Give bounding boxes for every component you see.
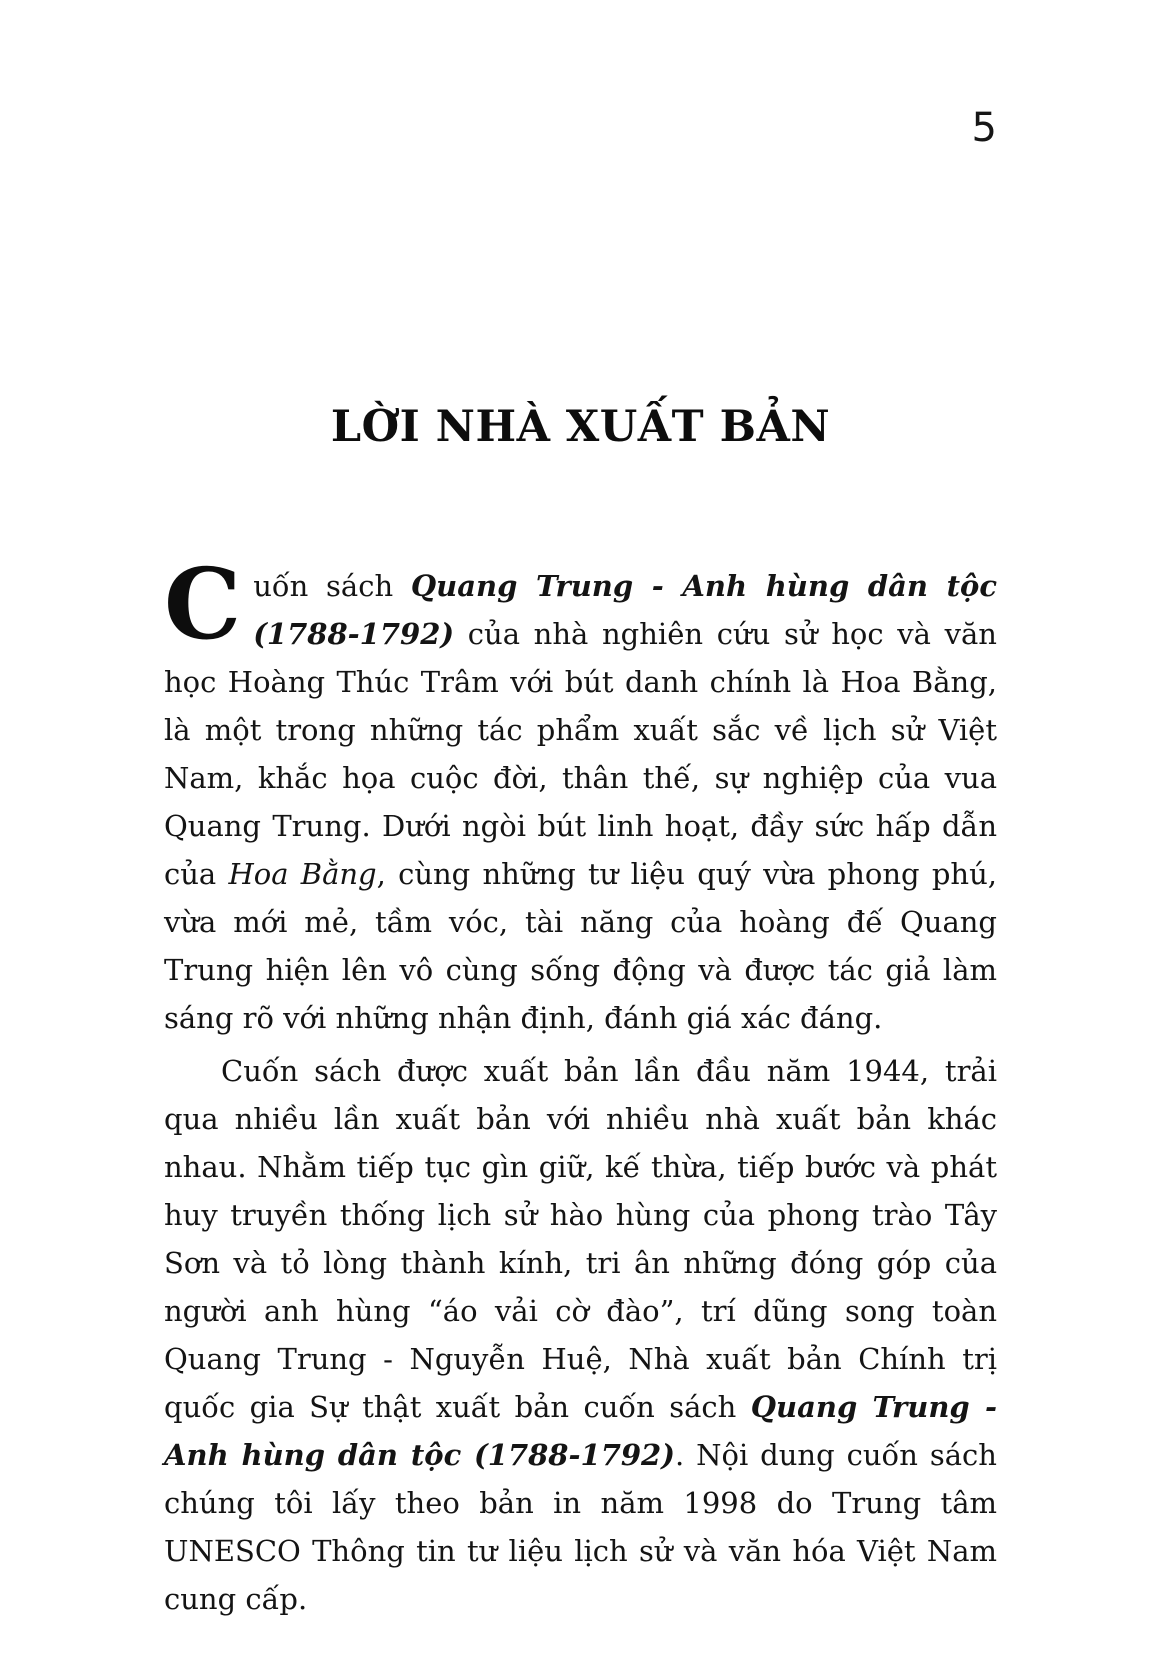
text-run: , cùng những tư liệu quý vừa phong phú, vừa mới mẻ, tầm vóc, tài năng của hoàng đế Quang Trung hiện lên vô cùng sống động và được tác giả làm sáng rõ với những nhận định, đánh giá xác đáng.: [164, 857, 998, 1035]
text-run-pen-name: Hoa Bằng: [228, 857, 377, 891]
chapter-title: LỜI NHÀ XUẤT BẢN: [330, 402, 831, 452]
drop-cap: C: [164, 547, 242, 661]
paragraph-2: [164, 1047, 997, 1623]
text-run: Cuốn sách được xuất bản lần đầu năm 1944, trải qua nhiều lần xuất bản với nhiều nhà xuất bản khác nhau. Nhằm tiếp tục gìn giữ, kế thừa, tiếp bước và phát huy truyền thống lịch sử hào hùng của phong trào Tây Sơn và tỏ lòng thành kính, tri ân những đóng góp của người anh hùng “áo vải cờ đào”, trí dũng song toàn Quang Trung - Nguyễn Huệ, Nhà xuất bản Chính trị quốc gia Sự thật xuất bản cuốn sách: [164, 1054, 997, 1424]
text-run: của nhà nghiên cứu sử học và văn học Hoàng Thúc Trâm với bút danh chính là Hoa Bằng, là một trong những tác phẩm xuất sắc về lịch sử Việt Nam, khắc họa cuộc đời, thân thế, sự nghiệp của vua Quang Trung. Dưới ngòi bút linh hoạt, đầy sức hấp dẫn của: [164, 617, 997, 891]
body-text: [164, 547, 998, 1623]
text-run-book-title: Quang Trung - Anh hùng dân tộc (1788-1792): [253, 569, 997, 651]
text-run-book-title: Quang Trung - Anh hùng dân tộc (1788-1792): [164, 1390, 997, 1472]
paragraph-1: [164, 547, 998, 1042]
text-run: . Nội dung cuốn sách chúng tôi lấy theo bản in năm 1998 do Trung tâm UNESCO Thông tin tư liệu lịch sử và văn hóa Việt Nam cung cấp.: [164, 1438, 997, 1616]
text-run: uốn sách: [253, 569, 411, 603]
page-number: 5: [971, 105, 997, 151]
